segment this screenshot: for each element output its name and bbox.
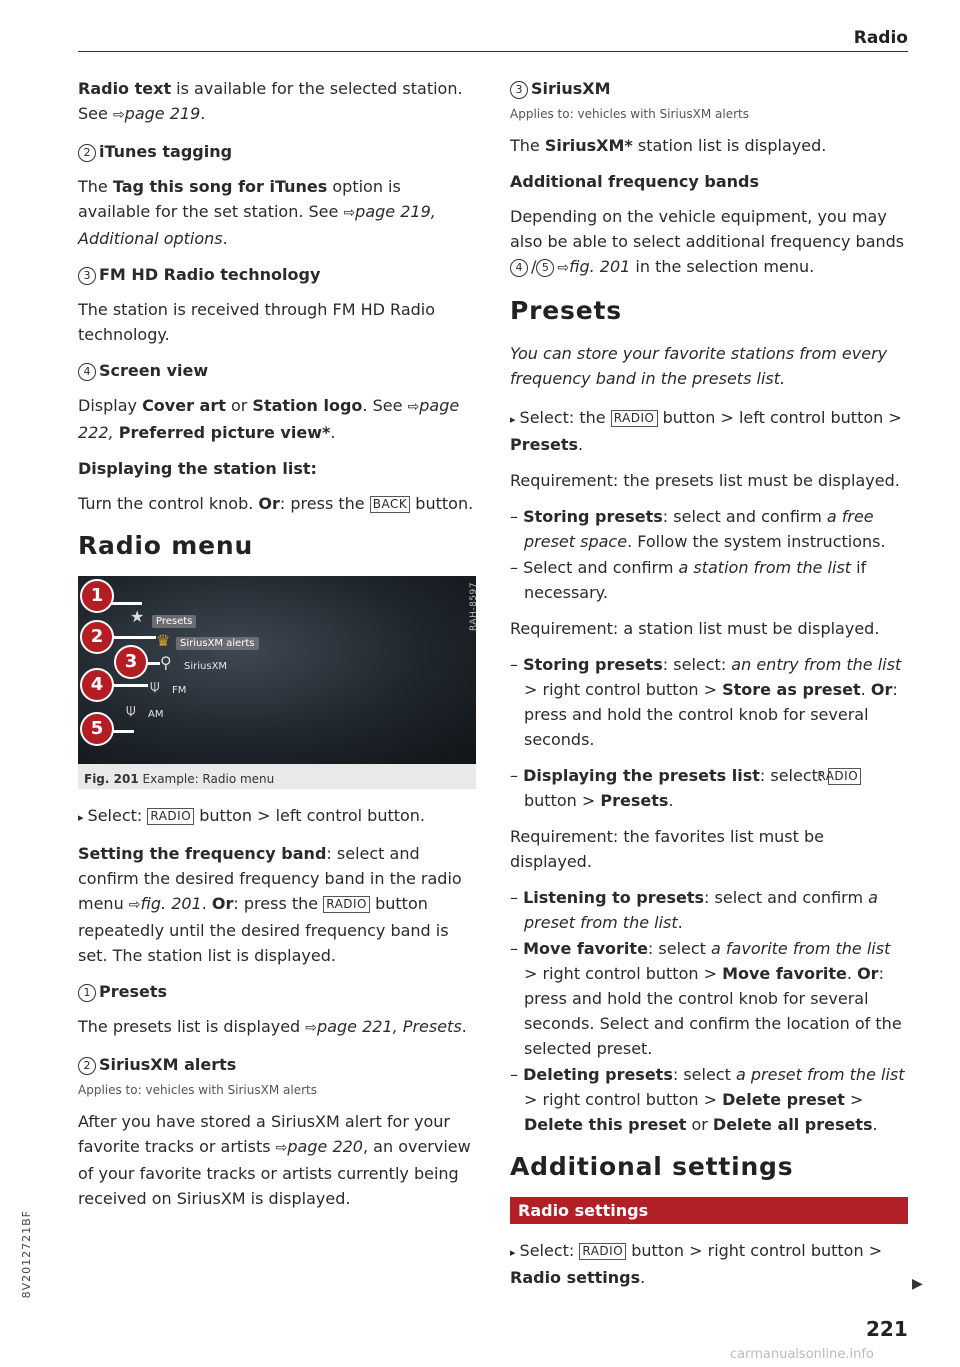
presets-title: Presets bbox=[510, 296, 622, 325]
page-number: 221 bbox=[866, 1317, 908, 1341]
text: . bbox=[461, 1017, 467, 1036]
term: Move favorite bbox=[722, 964, 847, 983]
term: Move favorite bbox=[523, 939, 648, 958]
callout-5: 5 bbox=[80, 712, 114, 746]
list-item: – Deleting presets: select a preset from the list > right control button > Delete preset > Delete this preset or Delete all presets. bbox=[510, 1065, 905, 1134]
select-radio-settings-step bbox=[510, 1238, 908, 1290]
antenna-icon: ⍦ bbox=[150, 676, 160, 695]
callout-3-icon: 3 bbox=[78, 267, 96, 285]
text: After you have stored a SiriusXM alert for your favorite tracks or artists bbox=[78, 1112, 450, 1156]
header-rule bbox=[78, 51, 908, 52]
text: The bbox=[510, 136, 545, 155]
section-header: Radio bbox=[853, 28, 908, 48]
callout-1-icon: 1 bbox=[78, 984, 96, 1002]
arrow-icon: ⇨ bbox=[128, 897, 141, 913]
document-code: 8V2012721BF bbox=[20, 1210, 33, 1299]
text: : select bbox=[672, 1065, 736, 1084]
term: Cover art bbox=[142, 396, 226, 415]
list-item: – Select and confirm a station from the list if necessary. bbox=[510, 558, 867, 602]
text: / bbox=[531, 257, 537, 276]
page-link[interactable]: page 219 bbox=[124, 104, 201, 123]
requirement-1: Requirement: the presets list must be displayed. bbox=[510, 471, 900, 490]
page-link[interactable]: page 221, Presets bbox=[317, 1017, 462, 1036]
triangle-bullet-icon: ▸ bbox=[78, 811, 84, 824]
radio-menu-title: Radio menu bbox=[78, 531, 254, 560]
radio-key: RADIO bbox=[579, 1243, 626, 1260]
text: a free preset space bbox=[524, 507, 874, 551]
text: : press and hold the control knob for several seconds. bbox=[524, 680, 898, 749]
heading-text: Presets bbox=[99, 982, 168, 1001]
callout-3: 3 bbox=[114, 645, 148, 679]
watermark: carmanualsonline.info bbox=[730, 1347, 874, 1362]
term: Station logo bbox=[252, 396, 363, 415]
heading-text: Screen view bbox=[99, 361, 209, 380]
additional-frequency-heading: Additional frequency bands bbox=[510, 172, 760, 191]
screen-view-heading bbox=[78, 358, 476, 383]
text: . bbox=[677, 913, 683, 932]
term: Storing presets bbox=[523, 655, 663, 674]
presets-paragraph bbox=[78, 1014, 476, 1041]
callout-2-icon: 2 bbox=[78, 144, 96, 162]
term: SiriusXM* bbox=[544, 136, 633, 155]
term: Presets bbox=[600, 791, 669, 810]
term: Or bbox=[211, 894, 234, 913]
leader-line bbox=[108, 602, 142, 605]
text: : select and confirm the desired frequency band in the radio menu bbox=[78, 844, 462, 913]
heading-text: SiriusXM bbox=[531, 79, 611, 98]
text: or bbox=[686, 1115, 713, 1134]
text: . See bbox=[362, 396, 408, 415]
term: Storing presets bbox=[523, 507, 663, 526]
text: a preset from the list bbox=[735, 1065, 905, 1084]
text: . bbox=[668, 791, 674, 810]
radio-key: RADIO bbox=[611, 410, 658, 427]
requirement-2: Requirement: a station list must be displayed. bbox=[510, 619, 880, 638]
radio-key: RADIO bbox=[147, 808, 194, 825]
continue-arrow-icon: ▶ bbox=[912, 1276, 923, 1292]
star-icon: ★ bbox=[130, 607, 145, 626]
back-key: BACK bbox=[370, 496, 410, 513]
displaying-station-list-heading: Displaying the station list: bbox=[78, 459, 317, 478]
text: Select: the bbox=[519, 408, 611, 427]
radio-key: RADIO bbox=[323, 896, 370, 913]
right-column bbox=[510, 76, 908, 1301]
text: . bbox=[872, 1115, 878, 1134]
text: > bbox=[844, 1090, 864, 1109]
triangle-bullet-icon: ▸ bbox=[510, 1246, 516, 1259]
caption-number: Fig. 201 bbox=[84, 772, 139, 786]
text: Select and confirm bbox=[523, 558, 679, 577]
figure-caption bbox=[84, 767, 274, 792]
text: Display bbox=[78, 396, 143, 415]
text: button > bbox=[524, 791, 601, 810]
text: . bbox=[222, 229, 228, 248]
select-presets-step bbox=[510, 405, 908, 457]
list-item: – Listening to presets: select and confirm a preset from the list. bbox=[510, 888, 878, 932]
text: : select bbox=[647, 939, 712, 958]
text: Turn the control knob. bbox=[78, 494, 259, 513]
term: Or bbox=[870, 680, 893, 699]
text: : select: bbox=[759, 766, 829, 785]
arrow-icon: ⇨ bbox=[407, 399, 420, 415]
text: The bbox=[78, 177, 113, 196]
text: Select: bbox=[87, 806, 148, 825]
callout-4-icon: 4 bbox=[78, 363, 96, 381]
term: Delete this preset bbox=[524, 1115, 687, 1134]
requirement-3: Requirement: the favorites list must be displayed. bbox=[510, 827, 824, 871]
text: . bbox=[200, 104, 206, 123]
triangle-bullet-icon: ▸ bbox=[510, 413, 516, 426]
term: Radio settings bbox=[510, 1268, 641, 1287]
callout-4-icon: 4 bbox=[510, 259, 528, 277]
radio-text-paragraph bbox=[78, 76, 476, 128]
text: . bbox=[330, 423, 336, 442]
leader-line bbox=[108, 684, 148, 687]
heading-text: iTunes tagging bbox=[99, 142, 233, 161]
text: : select and confirm bbox=[662, 507, 827, 526]
term: Store as preset bbox=[722, 680, 861, 699]
screen-view-paragraph bbox=[78, 393, 476, 445]
additional-frequency-paragraph bbox=[510, 204, 908, 281]
presets-intro: You can store your favorite stations from every frequency band in the presets list. bbox=[510, 344, 888, 388]
text: option is available for the set station. See bbox=[78, 177, 401, 221]
page-link[interactable]: page 220 bbox=[287, 1137, 363, 1156]
applies-to-note: Applies to: vehicles with SiriusXM alerts bbox=[510, 107, 749, 121]
text: > right control button > bbox=[524, 680, 723, 699]
figure-link[interactable]: fig. 201 bbox=[140, 894, 202, 913]
text: a preset from the list bbox=[524, 888, 878, 932]
instruction-list-2 bbox=[510, 652, 908, 752]
list-item: – Displaying the presets list: select: RADIO button > Presets. bbox=[510, 763, 908, 813]
text: . bbox=[578, 435, 584, 454]
term: Or bbox=[258, 494, 280, 513]
displaying-station-list-paragraph bbox=[78, 491, 476, 516]
text: a station from the list bbox=[678, 558, 852, 577]
text: is available for the selected station. See bbox=[78, 79, 463, 123]
list-item: – Storing presets: select: an entry from the list > right control button > Store as preset. Or: press and hold the control knob for several seconds. bbox=[510, 655, 902, 749]
text: : press and hold the control knob for several seconds. Select and confirm the location of the selected preset. bbox=[524, 964, 902, 1058]
callout-4: 4 bbox=[80, 668, 114, 702]
text: > right control button > bbox=[524, 1090, 723, 1109]
crown-icon: ♛ bbox=[156, 631, 171, 650]
arrow-icon: ⇨ bbox=[275, 1140, 288, 1156]
menu-label: Presets bbox=[152, 615, 196, 628]
term: Listening to presets bbox=[523, 888, 705, 907]
text: if necessary. bbox=[524, 558, 867, 602]
presets-heading bbox=[78, 979, 476, 1004]
text: in the selection menu. bbox=[630, 257, 815, 276]
list-item: – Move favorite: select a favorite from the list > right control button > Move favorite. Or: press and hold the control knob for several seconds. Select and confirm the location of the selected preset. bbox=[510, 939, 902, 1058]
term: Deleting presets bbox=[523, 1065, 673, 1084]
left-column bbox=[78, 76, 479, 1222]
term: Presets bbox=[510, 435, 579, 454]
siriusxm-paragraph bbox=[510, 133, 908, 158]
heading-text: FM HD Radio technology bbox=[99, 265, 321, 284]
text: a favorite from the list bbox=[711, 939, 891, 958]
radio-settings-bar: Radio settings bbox=[510, 1197, 908, 1224]
callout-2-icon: 2 bbox=[78, 1057, 96, 1075]
itunes-heading bbox=[78, 139, 476, 164]
siriusxm-alerts-heading bbox=[78, 1052, 476, 1077]
menu-item-siriusxm-alerts bbox=[176, 631, 259, 656]
figure-code: RAH-8597 bbox=[469, 582, 479, 631]
callout-5-icon: 5 bbox=[536, 259, 554, 277]
radio-menu-screenshot bbox=[78, 576, 479, 764]
text: . bbox=[640, 1268, 646, 1287]
text: station list is displayed. bbox=[632, 136, 827, 155]
fm-hd-heading bbox=[78, 262, 476, 287]
text: . bbox=[860, 680, 871, 699]
menu-item-am: AM bbox=[148, 709, 164, 720]
select-radio-step bbox=[78, 803, 476, 830]
page-link[interactable]: page 219, Additional options bbox=[78, 202, 436, 248]
text: . bbox=[201, 894, 212, 913]
text: > right control button > bbox=[524, 964, 723, 983]
term: Radio text bbox=[78, 79, 172, 98]
term: Delete preset bbox=[722, 1090, 845, 1109]
text: button > right control button > bbox=[626, 1241, 883, 1260]
radio-key: RADIO bbox=[828, 768, 861, 785]
text: : press the bbox=[233, 894, 324, 913]
term: Delete all presets bbox=[712, 1115, 873, 1134]
term: Preferred picture view* bbox=[118, 423, 331, 442]
callout-1: 1 bbox=[80, 579, 114, 613]
text: Depending on the vehicle equipment, you may also be able to select additional frequency bands bbox=[510, 207, 905, 251]
text: button. bbox=[410, 494, 474, 513]
siriusxm-heading bbox=[510, 76, 908, 101]
arrow-icon: ⇨ bbox=[557, 260, 570, 276]
text: or bbox=[225, 396, 253, 415]
frequency-band-paragraph bbox=[78, 841, 476, 968]
menu-item-siriusxm: SiriusXM bbox=[184, 661, 228, 672]
text: : press the bbox=[279, 494, 370, 513]
text: an entry from the list bbox=[731, 655, 902, 674]
callout-3-icon: 3 bbox=[510, 81, 528, 99]
text: button > left control button. bbox=[194, 806, 426, 825]
menu-item-fm: FM bbox=[172, 685, 187, 696]
page-link[interactable]: page 222, bbox=[78, 396, 460, 442]
arrow-icon: ⇨ bbox=[343, 205, 356, 221]
arrow-icon: ⇨ bbox=[112, 107, 125, 123]
figure-radio-menu bbox=[78, 576, 479, 789]
caption-text: Example: Radio menu bbox=[142, 772, 275, 786]
siriusxm-alerts-paragraph bbox=[78, 1109, 476, 1211]
list-item: – Storing presets: select and confirm a free preset space. Follow the system instructions. bbox=[510, 507, 886, 551]
satellite-icon: ⚲ bbox=[160, 653, 172, 672]
text: . bbox=[846, 964, 858, 983]
text: button > left control button > bbox=[657, 408, 902, 427]
additional-settings-title: Additional settings bbox=[510, 1152, 794, 1181]
term: Setting the frequency band bbox=[78, 844, 327, 863]
menu-label: SiriusXM alerts bbox=[176, 637, 259, 650]
itunes-paragraph bbox=[78, 174, 476, 251]
text: , an overview of your favorite tracks or artists currently being received on SiriusXM is displayed. bbox=[78, 1137, 471, 1208]
applies-to-note: Applies to: vehicles with SiriusXM alerts bbox=[78, 1083, 317, 1097]
text: button repeatedly until the desired frequency band is set. The station list is displayed. bbox=[78, 894, 449, 965]
instruction-list-3 bbox=[510, 763, 908, 813]
instruction-list-1 bbox=[510, 504, 908, 605]
term: Displaying the presets list bbox=[523, 766, 760, 785]
arrow-icon: ⇨ bbox=[305, 1020, 318, 1036]
term: Tag this song for iTunes bbox=[112, 177, 328, 196]
callout-2: 2 bbox=[80, 620, 114, 654]
leader-line bbox=[108, 636, 156, 639]
heading-text: SiriusXM alerts bbox=[99, 1055, 237, 1074]
fm-hd-paragraph: The station is received through FM HD Radio technology. bbox=[78, 300, 436, 344]
text: . Follow the system instructions. bbox=[627, 532, 886, 551]
figure-link[interactable]: fig. 201 bbox=[569, 257, 631, 276]
text: : select and confirm bbox=[704, 888, 869, 907]
text: Select: bbox=[519, 1241, 580, 1260]
antenna-icon: ⍦ bbox=[126, 700, 136, 719]
instruction-list-4 bbox=[510, 885, 908, 1137]
text: The presets list is displayed bbox=[78, 1017, 306, 1036]
text: : select: bbox=[662, 655, 732, 674]
term: Or bbox=[857, 964, 879, 983]
